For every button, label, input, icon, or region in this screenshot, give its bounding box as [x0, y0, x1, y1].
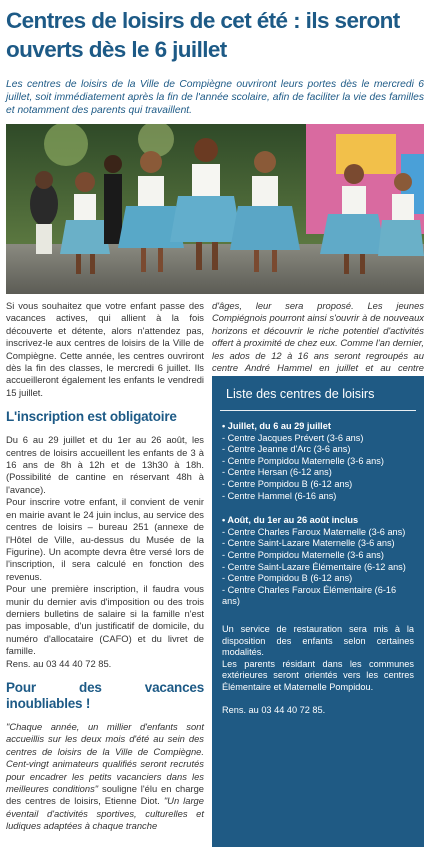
july-list — [222, 421, 414, 502]
list-item: - Centre Saint-Lazare Maternelle (3-6 ans) — [222, 538, 395, 549]
august-heading: • Août, du 1er au 26 août inclus — [222, 515, 359, 526]
article-headline: Centres de loisirs de cet été : ils seront ouverts dès le 6 juillet — [6, 8, 400, 62]
communes-paragraph: Les parents résidant dans les communes extérieures seront orientés vers les centres Élémentaire et Maternelle Pompidou. — [222, 658, 414, 692]
list-item: - Centre Hammel (6-16 ans) — [222, 490, 337, 501]
quote-part-a: "Chaque année, un millier d'enfants sont accueillis sur les deux mois d'été au sein des centres de loisirs de la Ville de Compiègne. Cent-vingt animateurs qualifiés seront recrutés pour encadrer les petits vacanciers dans les meilleures conditions" — [6, 720, 204, 794]
quote-part-b: "Un large éventail d'activités sportives, culturelles et ludiques adaptées à chaque tranche — [6, 795, 204, 832]
children-dancing-photo — [6, 124, 424, 294]
article-right-column — [212, 300, 424, 387]
box-divider — [220, 410, 416, 411]
section-title-vacances: Pour des vacances inoubliables ! — [6, 679, 204, 711]
quote-attribution: souligne l'élu en charge des centres de loisirs, Etienne Diot. — [6, 783, 204, 807]
list-item: - Centre Pompidou Maternelle (3-6 ans) — [222, 455, 384, 466]
article-intro: Si vous souhaitez que votre enfant passe des vacances actives, qui allient à la fois découverte et détente, alors n'attendez pas, inscrivez-le aux centres de loisirs de la Ville de Compiègne. Cette année, les centres ouvriront dès la fin des classes, le mercredi 6 juillet. Ils accueilleront également les enfants le vendredi 15 juillet. — [6, 300, 204, 398]
list-item: - Centre Charles Faroux Maternelle (3-6 ans) — [222, 526, 406, 537]
quote-continuation: d'âges, leur sera proposé. Les jeunes Compiégnois pourront ainsi s'ouvrir à de nouveaux horizons et découvrir le riche potentiel d'activités offert à proximité de chez eux. Comme l'an dernier, les ados de 12 à 16 ans seront regroupés au centre André Hammel en juillet et au centre — [212, 300, 424, 374]
box-phone: Rens. au 03 44 40 72 85. — [222, 705, 326, 716]
restauration-paragraph: Un service de restauration sera mis à la disposition des enfants selon certaines modalités. — [222, 623, 414, 658]
list-item: - Centre Pompidou Maternelle (3-6 ans) — [222, 549, 384, 560]
inscription-paragraph-2: Pour inscrire votre enfant, il convient de venir en mairie avant le 24 juin inclus, au service des centres de loisirs – bureau 251 (annexe de l'Hôtel de Ville, au-dessus du Musée de la Figurine). Un acompte devra être versé lors de l'inscription, il sera calculé en fonction des revenus. — [6, 496, 204, 582]
centres-list-title: Liste des centres de loisirs — [226, 387, 375, 401]
list-item: - Centre Jeanne d'Arc (3-6 ans) — [222, 444, 351, 455]
july-heading: • Juillet, du 6 au 29 juillet — [222, 421, 331, 431]
list-item: - Centre Hersan (6-12 ans) — [222, 467, 332, 478]
section-title-inscription: L'inscription est obligatoire — [6, 409, 177, 425]
inscription-paragraph-3: Pour une première inscription, il faudra vous munir du dernier avis d'imposition ou des trois derniers bulletins de salaire si la famille n'est pas imposable, d'un justificatif de domicile, du numéro d'allocataire (CAFO) et du livret de famille. — [6, 583, 204, 657]
inscription-paragraph-1: Du 6 au 29 juillet et du 1er au 26 août, les centres de loisirs accueillent les enfants de 3 à 16 ans de 8h à 12h et de 13h30 à 18h. (Possibilité de cantine en réservant 48h à l'avance). — [6, 434, 204, 495]
article-photo — [6, 124, 424, 294]
list-item: - Centre Saint-Lazare Élémentaire (6-12 ans) — [222, 561, 406, 572]
article-lead: Les centres de loisirs de la Ville de Compiègne ouvriront leurs portes dès le mercredi 6 juillet, soit immédiatement après la fin de l'année scolaire, afin de faciliter la vie des familles et notamment des parents qui travaillent. — [6, 79, 424, 117]
vacances-paragraph — [6, 721, 204, 833]
august-list — [222, 515, 414, 608]
inscription-phone: Rens. au 03 44 40 72 85. — [6, 657, 112, 669]
article-left-column — [6, 300, 204, 833]
list-item: - Centre Pompidou B (6-12 ans) — [222, 573, 353, 584]
centres-list-box — [212, 376, 424, 847]
list-item: - Centre Pompidou B (6-12 ans) — [222, 478, 353, 489]
list-item: - Centre Jacques Prévert (3-6 ans) — [222, 432, 364, 443]
list-item: - Centre Charles Faroux Élémentaire (6-16 ans) — [222, 584, 397, 607]
